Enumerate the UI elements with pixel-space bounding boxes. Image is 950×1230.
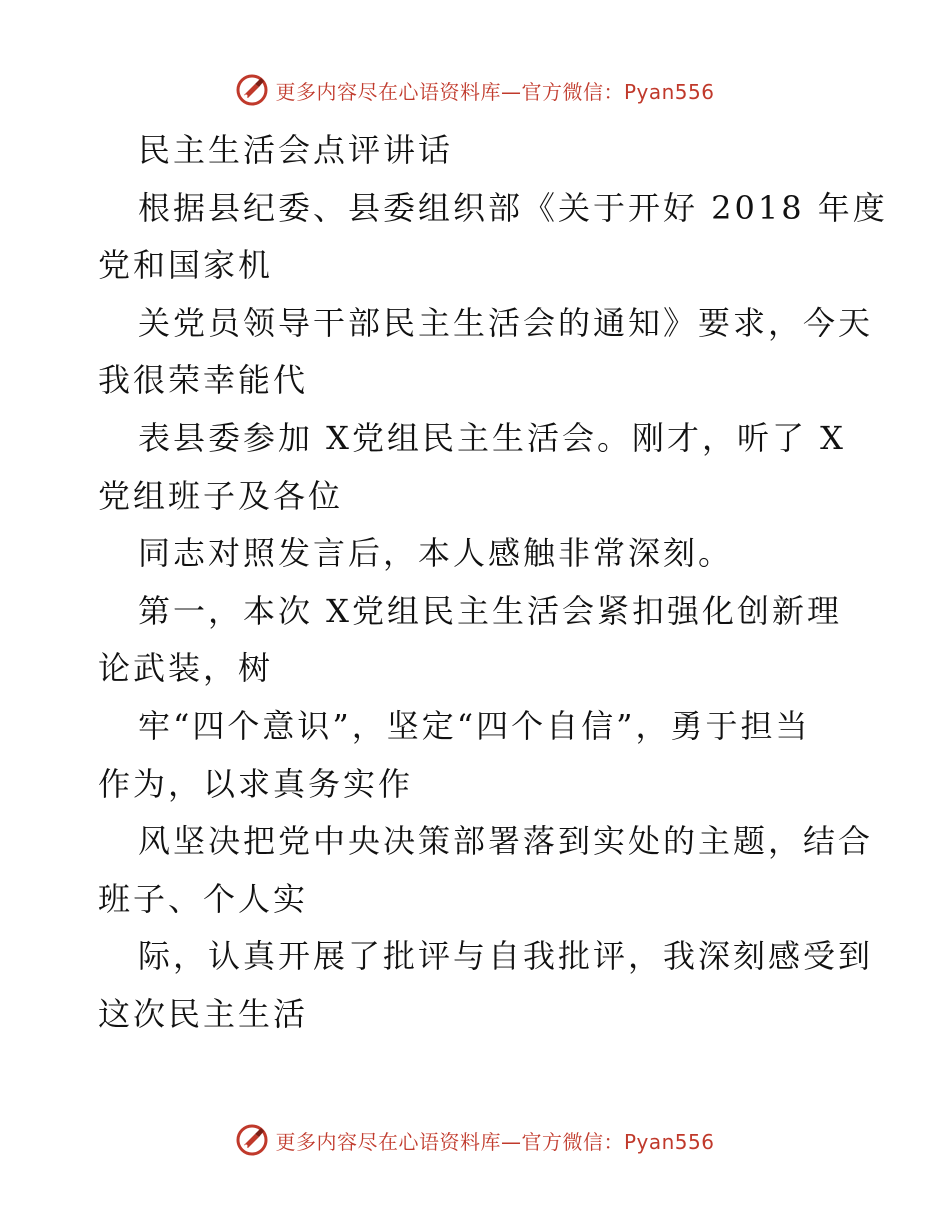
document-line: 同志对照发言后，本人感触非常深刻。 [138,534,734,573]
document-line: 党和国家机 [98,246,274,285]
document-body [98,122,888,1044]
document-line: 论武装，树 [98,649,274,688]
document-line: 根据县纪委、县委组织部《关于开好 2018 年度 [138,188,888,227]
document-line: 我很荣幸能代 [98,361,309,400]
document-line: 班子、个人实 [98,879,309,918]
pen-nib-circle-logo-icon [235,1123,269,1157]
watermark-text: 更多内容尽在心语资料库—官方微信：Pyan556 [275,79,715,104]
document-line: 这次民主生活 [98,994,309,1033]
footer-watermark [0,1120,950,1160]
document-line: 表县委参加 X党组民主生活会。刚才，听了 X [138,418,846,457]
document-line: 民主生活会点评讲话 [138,131,454,169]
document-line: 党组班子及各位 [98,476,344,515]
watermark-text: 更多内容尽在心语资料库—官方微信：Pyan556 [275,1129,715,1154]
document-line: 第一，本次 X党组民主生活会紧扣强化创新理 [138,591,842,630]
document-line: 牢“四个意识”，坚定“四个自信”，勇于担当 [138,706,811,745]
document-line: 风坚决把党中央决策部署落到实处的主题，结合 [138,822,874,861]
header-watermark [0,70,950,110]
document-line: 作为，以求真务实作 [98,764,414,803]
pen-nib-circle-logo-icon [235,73,269,107]
document-line: 关党员领导干部民主生活会的通知》要求，今天 [138,303,874,342]
document-line: 际，认真开展了批评与自我批评，我深刻感受到 [138,937,874,976]
